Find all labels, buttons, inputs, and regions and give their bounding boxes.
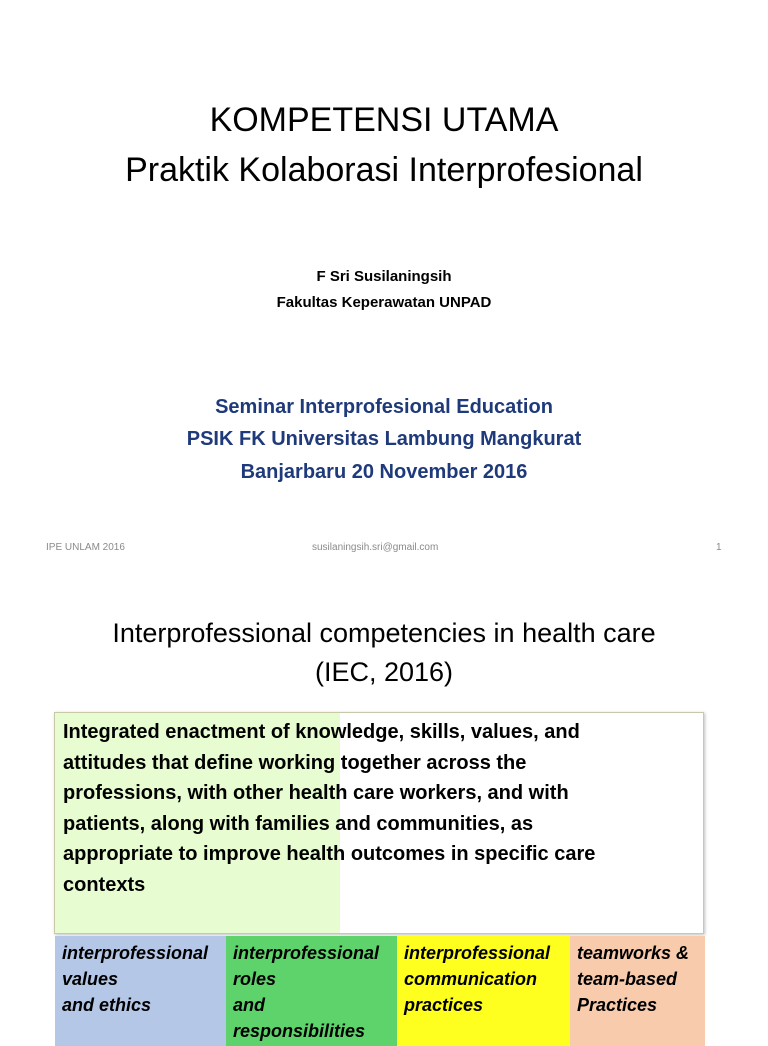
- definition-line: patients, along with families and communities, as: [63, 812, 534, 835]
- definition-line: contexts: [63, 873, 146, 896]
- seminar-line-2: PSIK FK Universitas Lambung Mangkurat: [186, 428, 582, 450]
- slide-2-title-line-2: (IEC, 2016): [314, 657, 454, 687]
- footer-page-number: 1: [716, 542, 722, 553]
- definition-line: professions, with other health care workers, and with: [63, 782, 569, 804]
- domain-line: interprofessional: [404, 943, 551, 963]
- seminar-line-1: Seminar Interprofesional Education: [215, 396, 553, 418]
- footer-left: IPE UNLAM 2016: [46, 542, 125, 553]
- seminar-line-3: Banjarbaru 20 November 2016: [240, 461, 528, 483]
- slide-1-title-line-2: Praktik Kolaborasi Interprofesional: [125, 151, 643, 189]
- domain-communication-practices: [397, 936, 570, 1046]
- domain-line: team-based: [577, 969, 678, 989]
- definition-line: appropriate to improve health outcomes in specific care: [63, 843, 596, 865]
- author-affiliation: Fakultas Keperawatan UNPAD: [276, 294, 492, 311]
- domain-line: teamworks &: [577, 943, 690, 963]
- domain-line: practices: [404, 995, 484, 1015]
- definition-line: attitudes that define working together across the: [63, 751, 527, 774]
- slide-1-title-line-1: KOMPETENSI UTAMA: [209, 101, 559, 139]
- slide-2: [0, 576, 768, 1041]
- domain-line: interprofessional: [62, 943, 209, 963]
- domain-line: roles: [233, 969, 277, 989]
- definition-line: Integrated enactment of knowledge, skills, values, and: [63, 721, 580, 743]
- domain-line: values: [62, 969, 119, 989]
- domain-roles-responsibilities: [226, 936, 397, 1046]
- footer-email: susilaningsih.sri@gmail.com: [312, 542, 439, 553]
- domain-teamwork-practices: [570, 936, 705, 1046]
- author-name: F Sri Susilaningsih: [316, 268, 452, 285]
- domain-line: interprofessional: [233, 943, 380, 963]
- domain-line: communication: [404, 969, 538, 989]
- slide-2-title-line-1: Interprofessional competencies in health care: [112, 618, 656, 648]
- domain-values-ethics: [55, 936, 226, 1046]
- definition-text: [63, 717, 693, 900]
- domain-line: responsibilities: [233, 1021, 366, 1041]
- domain-line: and: [233, 995, 266, 1015]
- domain-line: Practices: [577, 995, 658, 1015]
- definition-box: [54, 712, 704, 934]
- domain-line: and ethics: [62, 995, 152, 1015]
